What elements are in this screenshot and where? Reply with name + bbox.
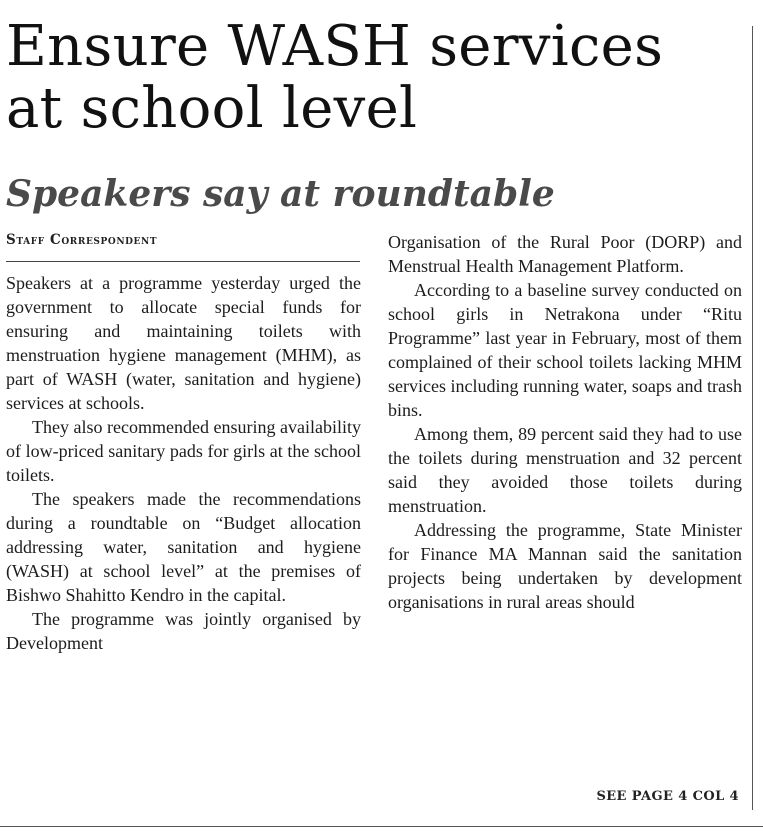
continued-on-link: SEE PAGE 4 COL 4 <box>596 789 739 804</box>
paragraph: Organisation of the Rural Poor (DORP) and Menstrual Health Management Platform. <box>388 232 742 276</box>
subheadline: Speakers say at roundtable <box>6 173 555 215</box>
headline-line-2: at school level <box>6 76 418 141</box>
bottom-rule <box>0 826 763 827</box>
paragraph: Speakers at a programme yesterday urged the government to allocate special funds for ensuring and maintaining toilets with menstruation hygiene management (MHM), as part of WASH (water, sanitation and hygiene) services at schools. <box>6 273 361 413</box>
paragraph: Addressing the programme, State Minister for Finance MA Mannan said the sanitation projects being undertaken by development organisations in rural areas should <box>388 520 742 612</box>
article-column-2 <box>388 230 742 614</box>
paragraph: The programme was jointly organised by Development <box>6 609 361 653</box>
article-column-1 <box>6 271 361 655</box>
paragraph: Among them, 89 percent said they had to use the toilets during menstruation and 32 percent said they avoided those toilets during menstruation. <box>388 424 742 516</box>
byline: Staff Correspondent <box>6 232 158 248</box>
column-rule <box>752 26 753 810</box>
paragraph: They also recommended ensuring availability of low-priced sanitary pads for girls at the school toilets. <box>6 417 361 485</box>
headline-line-1: Ensure WASH services <box>6 14 664 79</box>
paragraph: According to a baseline survey conducted on school girls in Netrakona under “Ritu Programme” last year in February, most of them complained of their school toilets lacking MHM services including running water, soaps and trash bins. <box>388 280 742 420</box>
headline <box>6 16 751 140</box>
byline-rule <box>6 261 360 262</box>
paragraph: The speakers made the recommendations during a roundtable on “Budget allocation addressing water, sanitation and hygiene (WASH) at school level” at the premises of Bishwo Shahitto Kendro in the capital. <box>6 489 361 605</box>
